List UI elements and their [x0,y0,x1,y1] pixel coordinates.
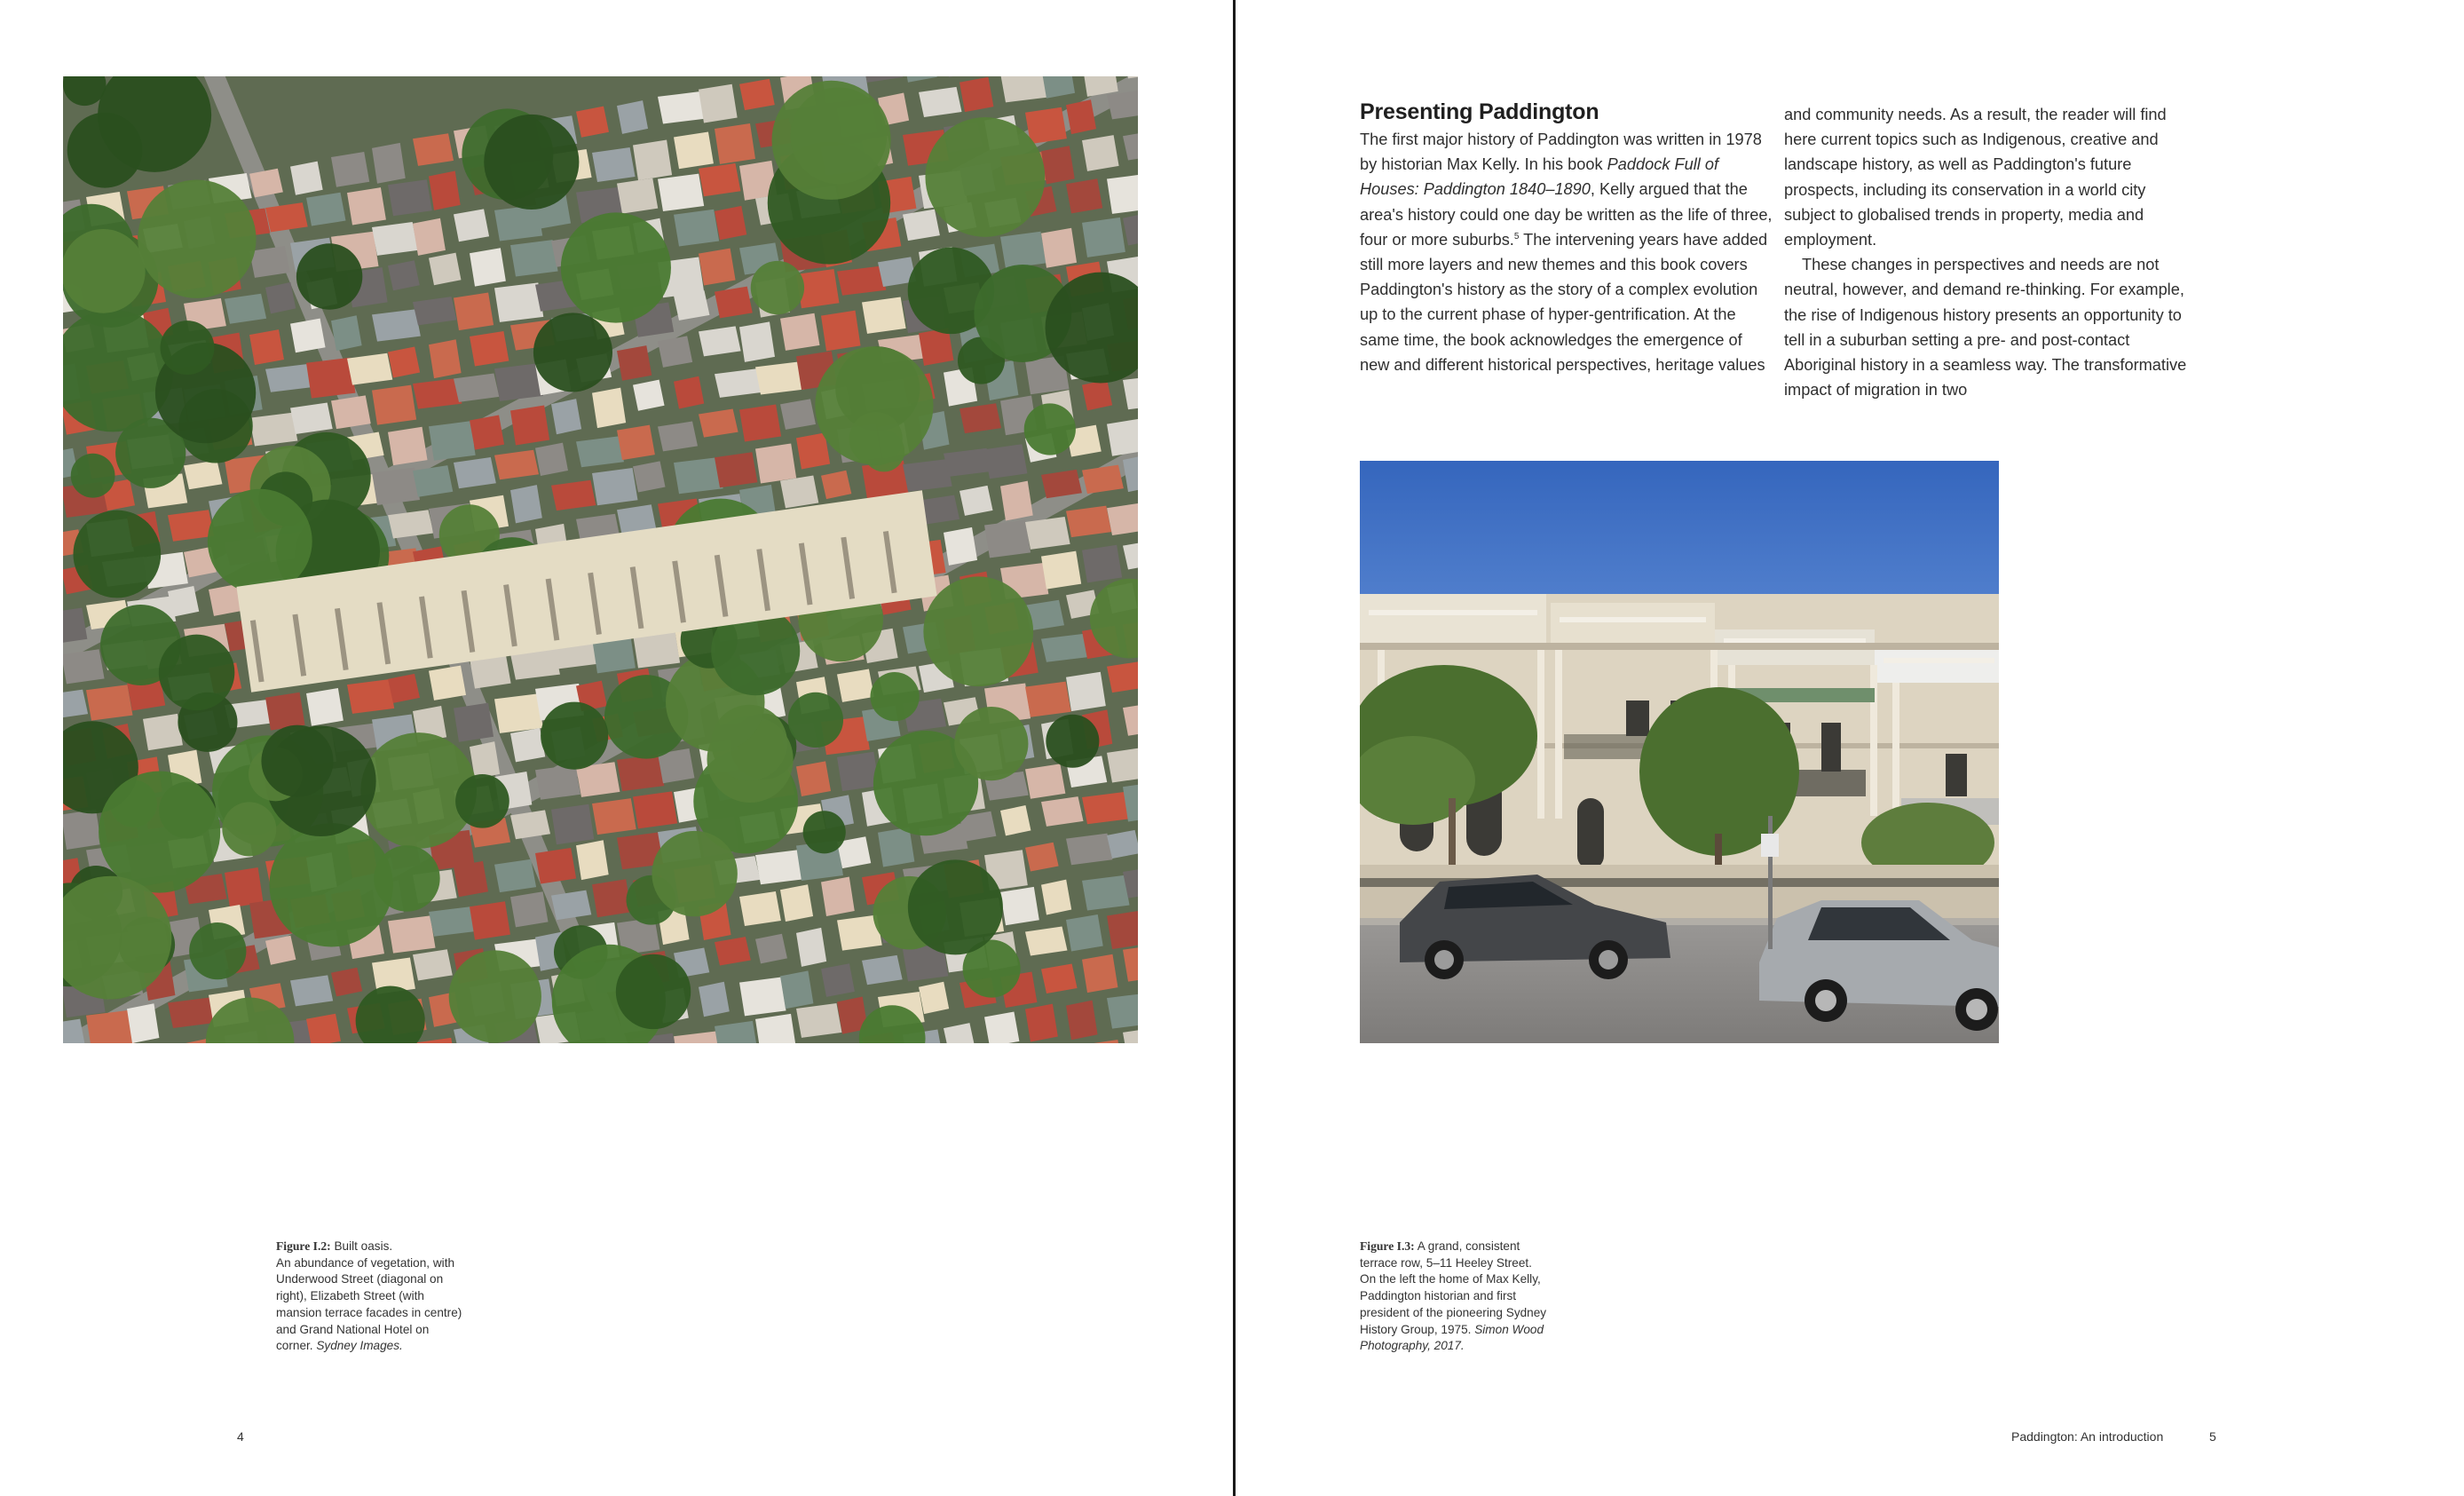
house-roof [63,810,101,850]
house-roof [878,827,914,867]
house-roof [143,714,183,750]
house-roof [699,982,730,1017]
house-roof [1041,146,1075,184]
aerial-photo-drawing [63,76,1138,1043]
house-roof [372,468,420,506]
aerial-photo-paddington [63,76,1138,1043]
house-roof [470,415,504,449]
house-roof [674,131,714,169]
house-roof [1041,964,1078,993]
body-text: , Kelly argued that the area's history could one day be written as the life of three, four or more suburbs. [1360,180,1773,249]
house-roof [699,326,741,356]
house-roof [1107,419,1138,456]
tree-canopy [455,774,509,828]
house-roof [494,693,543,733]
house-roof [347,353,392,385]
house-roof [739,79,775,110]
house-roof [1082,792,1129,824]
house-roof [674,376,704,409]
house-roof [265,693,305,731]
tree-canopy [870,672,919,721]
tree-canopy [138,180,256,298]
house-roof [796,1003,841,1038]
house-roof [960,486,993,516]
caption-body: A grand, consistent terrace row, 5–11 Heeley Street. On the left the home of Max Kelly, Paddington historian and first president of the pioneering Sydney History Group, 1975. [1360,1239,1547,1336]
house-roof [290,975,333,1006]
house-roof [510,406,549,446]
house-roof [1082,875,1130,911]
house-roof [551,399,581,434]
house-roof [510,485,542,523]
body-text: The intervening years have added still more layers and new themes and this book covers Paddington's history as the story of a complex evolution up to the current phase of hyper-gentrification. At the same time, the book acknowledges the emergence of new and different historical perspectives, heritage values [1360,230,1768,374]
tree-canopy [71,454,115,498]
house-roof [1025,682,1071,717]
house-roof [1066,914,1103,952]
house-roof [633,461,666,492]
tree-canopy [73,511,161,598]
house-roof [576,436,624,467]
house-roof [780,884,813,922]
house-roof [780,399,816,430]
tree-canopy [99,771,220,892]
house-roof [1025,1004,1058,1042]
house-roof [617,100,648,134]
house-roof [127,1003,159,1043]
house-roof [617,425,655,461]
house-roof [984,520,1031,558]
house-roof [63,649,105,684]
house-roof [821,877,855,916]
house-roof [1066,1001,1098,1041]
tree-canopy [189,922,246,979]
house-roof [86,1010,135,1043]
house-roof [413,465,453,497]
terrace-row-photo [1360,461,1999,1043]
house-roof [429,253,461,286]
house-roof [225,867,264,908]
house-roof [535,848,576,884]
house-roof [372,143,406,184]
house-roof [715,287,753,319]
house-roof [617,178,658,214]
tree-canopy [208,489,312,594]
house-roof [1000,481,1033,521]
house-roof [1066,834,1112,866]
house-roof [1107,993,1138,1028]
house-roof [658,422,698,452]
house-roof [168,586,199,617]
house-roof [796,928,826,967]
house-roof [617,345,652,381]
tree-canopy [374,845,439,911]
house-roof [658,91,707,124]
house-roof [429,666,466,701]
house-roof [617,755,664,791]
house-roof [429,906,478,937]
house-roof [862,297,906,333]
house-roof [290,319,326,353]
house-roof [755,1014,796,1043]
house-roof [388,427,428,465]
tree-canopy [261,725,333,797]
house-roof [1000,805,1031,835]
house-roof [1041,228,1077,268]
house-roof [1041,551,1081,590]
house-roof [755,361,805,394]
house-roof [306,688,344,726]
running-head: Paddington: An introduction [2011,1429,2164,1444]
tree-canopy [1024,403,1076,455]
figure-label: Figure I.2: [276,1239,331,1253]
house-roof [225,294,266,324]
terrace-photo-drawing [1360,461,1999,1043]
house-roof [306,358,355,399]
house-roof [510,891,549,927]
body-paragraph: and community needs. As a result, the reader will find here current topics such as Indigenous, creative and landscape history, as well as Paddington's future prospects, including its conservation in a world city subject to globalised trends in property, media and employment. [1784,106,2167,249]
house-roof [1041,796,1084,827]
house-roof [551,890,591,921]
house-roof [1066,178,1102,213]
endnote-marker[interactable]: 5 [1513,231,1520,241]
house-roof [535,764,580,799]
house-roof [494,859,536,892]
house-roof [306,193,346,226]
house-roof [454,292,494,330]
house-roof [1041,880,1071,915]
body-text-column-2 [1784,102,2197,402]
house-roof [1000,232,1046,269]
section-heading: Presenting Paddington [1360,99,1599,124]
tree-canopy [815,346,933,464]
house-roof [470,331,509,366]
body-paragraph [1360,127,1773,377]
figure-caption-right [1360,1239,1551,1355]
house-roof [755,934,787,964]
body-paragraph: These changes in perspectives and needs are not neutral, however, and demand re-thinking. For example, the rise of Indigenous history presents an opportunity to tell in a suburban setting a pre- and post-contact Aboriginal history in a seamless way. The transformative impact of migration in two [1784,256,2187,400]
house-roof [796,761,831,796]
house-roof [168,998,215,1028]
house-roof [290,162,323,195]
house-roof [1025,107,1067,144]
house-roof [249,329,284,365]
house-roof [755,443,796,483]
house-roof [755,850,804,884]
house-roof [658,336,692,367]
house-roof [388,915,436,953]
house-roof [1107,911,1138,950]
house-roof [429,171,461,210]
figure-caption-left [276,1239,467,1355]
house-roof [837,669,874,701]
house-roof [454,861,488,897]
house-roof [388,179,432,216]
house-roof [984,444,1027,479]
house-roof [903,210,940,241]
house-roof [1082,380,1112,411]
house-roof [715,123,755,164]
house-roof [715,206,746,240]
house-roof [739,978,786,1017]
house-roof [633,140,672,181]
tree-canopy [296,243,362,309]
page-number-left: 4 [237,1429,244,1444]
tree-canopy [652,831,737,916]
tree-canopy [63,229,146,313]
house-roof [454,457,496,488]
house-roof [290,402,333,434]
house-roof [429,421,476,460]
house-roof [494,363,543,401]
house-roof [780,313,819,351]
tree-canopy [159,635,235,711]
house-roof [780,970,813,1009]
house-roof [658,174,704,211]
house-roof [674,290,709,321]
house-roof [1107,661,1138,693]
tree-canopy [925,117,1045,237]
house-roof [1000,887,1039,925]
house-roof [1107,503,1138,535]
house-roof [331,315,362,351]
house-roof [715,452,757,487]
page-number-right: 5 [2209,1429,2216,1444]
house-roof [674,210,719,247]
tree-canopy [484,115,579,210]
house-roof [413,949,453,980]
house-roof [739,405,781,442]
house-roof [919,87,961,117]
tree-canopy [533,313,612,392]
house-roof [306,1014,341,1043]
house-roof [265,936,296,965]
house-roof [551,480,596,511]
house-roof [454,209,489,241]
tree-canopy [222,802,276,856]
house-roof [592,798,636,835]
house-roof [780,475,818,508]
caption-title: Built oasis. [334,1239,393,1253]
house-roof [699,249,736,286]
house-roof [837,752,879,791]
figure-label: Figure I.3: [1360,1239,1415,1253]
house-roof [1082,545,1122,583]
house-roof [551,804,594,845]
house-roof [535,443,568,476]
house-roof [576,107,609,138]
house-roof [862,955,903,985]
house-roof [592,468,638,505]
house-roof [633,380,665,411]
house-roof [331,152,369,187]
house-roof [372,385,416,425]
house-roof [1066,672,1106,711]
house-roof [1082,954,1117,993]
book-title: Paddock Full of Houses: Paddington 1840–1890 [1360,155,1719,199]
house-roof [1025,764,1065,798]
caption-body: An abundance of vegetation, with Underwood Street (diagonal on right), Elizabeth Street (with mansion terrace facades in centre) and Grand National Hotel on corner. [276,1255,462,1353]
house-roof [1082,218,1125,257]
house-roof [86,685,133,720]
house-roof [592,388,626,428]
house-roof [494,450,539,480]
house-roof [739,891,781,926]
house-roof [984,1012,1019,1043]
house-roof [372,222,418,256]
house-roof [331,395,371,429]
body-text: The first major history of Paddington was written in 1978 by historian Max Kelly. In his book [1360,131,1762,174]
house-roof [919,982,949,1014]
house-roof [388,260,420,290]
tree-canopy [788,693,843,748]
house-roof [699,84,738,123]
house-roof [265,282,296,313]
tree-canopy [954,707,1028,780]
house-roof [1066,99,1096,134]
tree-canopy [908,859,1003,954]
house-roof [944,527,977,566]
house-roof [413,218,446,256]
house-roof [699,163,740,196]
tree-canopy [923,576,1033,686]
tree-canopy [790,87,887,184]
house-roof [454,703,494,742]
house-roof [470,248,506,286]
tree-canopy [561,212,671,322]
house-roof [576,840,609,880]
house-roof [1107,174,1138,214]
tree-canopy [803,811,846,853]
house-roof [1107,748,1138,783]
house-roof [1025,517,1070,550]
house-roof [168,510,214,541]
house-roof [739,321,775,361]
house-roof [494,205,542,241]
house-roof [429,339,462,378]
house-roof [592,147,636,182]
house-roof [1082,135,1119,171]
house-roof [510,240,558,276]
house-roof [388,347,420,378]
house-roof [249,413,297,447]
house-roof [821,963,855,997]
house-roof [388,674,420,703]
house-roof [592,879,631,917]
house-roof [265,202,308,232]
house-roof [510,728,545,762]
house-roof [903,459,952,492]
house-roof [347,679,394,714]
house-roof [347,187,386,225]
house-roof [821,311,861,352]
house-roof [960,77,993,112]
house-roof [633,791,677,828]
tree-canopy [160,321,214,375]
house-roof [960,403,1001,433]
house-roof [470,901,510,939]
photo-credit: Sydney Images. [316,1339,403,1353]
house-roof [372,309,421,341]
house-roof [249,246,290,278]
book-gutter [1233,0,1236,1496]
house-roof [1066,506,1111,538]
body-text-column-1 [1360,127,1773,377]
tree-canopy [751,261,804,314]
tree-canopy [1046,715,1099,768]
tree-canopy [616,954,691,1029]
tree-canopy [541,702,608,770]
house-roof [413,133,454,166]
photo-credit: Simon Wood Photography, 2017. [1360,1322,1544,1353]
tree-canopy [449,950,541,1042]
